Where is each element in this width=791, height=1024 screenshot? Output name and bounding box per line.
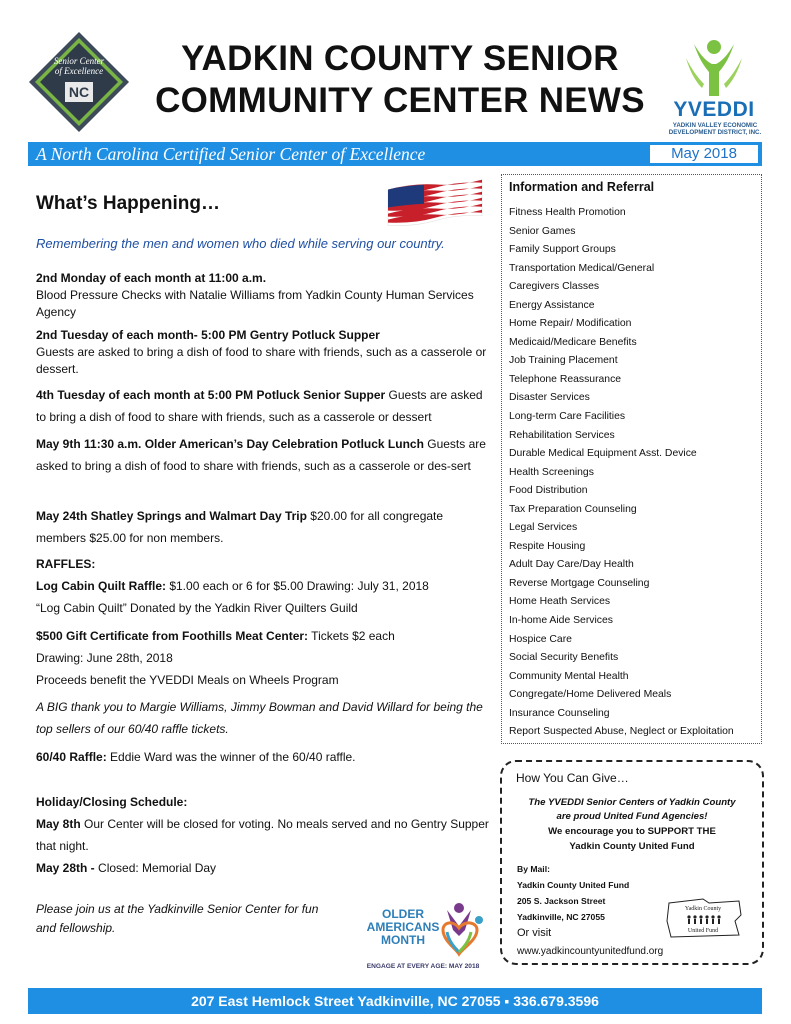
whats-happening-heading: What’s Happening… <box>36 193 221 214</box>
event-1-time: 2nd Monday of each month at 11:00 a.m. <box>36 271 267 285</box>
issue-date: May 2018 <box>671 145 737 162</box>
info-referral-item: Long-term Care Facilities <box>509 411 626 423</box>
closing-1-date: May 8th <box>36 817 81 831</box>
event-4-text: Guests are asked to bring a dish of food to share with friends, such as a casserole or des-sert <box>36 437 486 473</box>
info-referral-item: Energy Assistance <box>509 299 595 311</box>
raffles-section <box>36 553 494 619</box>
raffle-6040-winner <box>36 746 494 768</box>
info-referral-item: Job Training Placement <box>509 355 618 367</box>
senior-center-excellence-badge <box>27 30 131 134</box>
memorial-remembrance: Remembering the men and women who died while serving our country. <box>36 236 445 251</box>
holiday-heading: Holiday/Closing Schedule: <box>36 795 188 809</box>
event-4-title: May 9th 11:30 a.m. Older American’s Day Celebration Potluck Lunch <box>36 437 424 451</box>
info-referral-item: Medicaid/Medicare Benefits <box>509 336 637 348</box>
info-referral-item: Tax Preparation Counseling <box>509 503 637 515</box>
info-referral-item: In-home Aide Services <box>509 615 613 627</box>
info-referral-item: Social Security Benefits <box>509 652 619 664</box>
info-referral-item: Home Repair/ Modification <box>509 318 632 330</box>
give-line-2: are proud United Fund Agencies! <box>556 811 708 822</box>
info-referral-item: Congregate/Home Delivered Meals <box>509 689 672 701</box>
event-3-text: Guests are asked to bring a dish of food to share with friends, such as a casserole or dessert <box>36 388 483 424</box>
united-fund-logo <box>663 895 745 941</box>
badge-line2: of Excellence <box>54 66 104 76</box>
oam-tagline: ENGAGE AT EVERY AGE: MAY 2018 <box>366 963 480 970</box>
thanks-text: A BIG thank you to Margie Williams, Jimmy Bowman and David Willard for being the top sellers of our 60/40 raffle tickets. <box>36 700 483 736</box>
give-line-3: We encourage you to SUPPORT THE <box>548 826 716 837</box>
info-referral-item: Caregivers Classes <box>509 281 600 293</box>
mail-city: Yadkinville, NC 27055 <box>517 912 605 922</box>
give-line-1: The YVEDDI Senior Centers of Yadkin County <box>528 797 736 808</box>
raffle-3-title: 60/40 Raffle: <box>36 750 107 764</box>
raffle-1-title: Log Cabin Quilt Raffle: <box>36 579 166 593</box>
oam-line1: OLDER <box>382 907 424 921</box>
info-referral-item: Food Distribution <box>509 485 588 497</box>
raffle-2-text: Tickets $2 each <box>308 629 395 643</box>
oam-figures-icon <box>443 903 483 954</box>
closing-2-date: May 28th - <box>36 861 95 875</box>
info-referral-item: Durable Medical Equipment Asst. Device <box>509 448 697 460</box>
uf-logo-line1: Yadkin County <box>684 906 722 912</box>
yveddi-logo <box>664 38 764 138</box>
holiday-closing-schedule <box>36 791 494 879</box>
info-referral-item: Report Suspected Abuse, Neglect or Exploitation <box>509 726 734 738</box>
event-day-trip <box>36 505 494 549</box>
give-line-4: Yadkin County United Fund <box>569 841 695 852</box>
info-referral-item: Family Support Groups <box>509 244 616 256</box>
raffle-gift-certificate <box>36 625 494 691</box>
badge-line1: Senior Center <box>53 56 105 66</box>
tagline: A North Carolina Certified Senior Center of Excellence <box>36 144 426 164</box>
yveddi-figure-icon <box>664 38 764 98</box>
oam-line2: AMERICANS <box>366 920 440 934</box>
info-referral-item: Home Heath Services <box>509 596 611 608</box>
info-referral-item: Telephone Reassurance <box>509 373 622 385</box>
info-referral-item: Rehabilitation Services <box>509 429 615 441</box>
united-fund-url[interactable]: www.yadkincountyunitedfund.org <box>517 946 664 957</box>
information-referral-list <box>509 204 759 742</box>
event-1-text: Blood Pressure Checks with Natalie Williams from Yadkin County Human Services Agency <box>36 288 474 319</box>
title-line-1: YADKIN COUNTY SENIOR <box>181 39 619 78</box>
event-3-title: 4th Tuesday of each month at 5:00 PM Potluck Senior Supper <box>36 388 386 402</box>
info-referral-item: Senior Games <box>509 225 576 237</box>
closing-1-text: Our Center will be closed for voting. No meals served and no Gentry Supper that night. <box>36 817 489 853</box>
raffle-1-note: “Log Cabin Quilt” Donated by the Yadkin River Quilters Guild <box>36 601 358 615</box>
raffles-heading: RAFFLES: <box>36 557 96 571</box>
footer-address: 207 East Hemlock Street Yadkinville, NC 27055 ▪ 336.679.3596 <box>191 993 599 1009</box>
mail-street: 205 S. Jackson Street <box>517 896 606 906</box>
mail-label: By Mail: <box>517 864 550 874</box>
thank-you-note <box>36 696 494 740</box>
or-visit: Or visit <box>517 927 552 939</box>
badge-state: NC <box>68 84 90 100</box>
info-referral-item: Hospice Care <box>509 633 572 645</box>
raffle-2-title: $500 Gift Certificate from Foothills Meat Center: <box>36 629 309 643</box>
info-referral-item: Transportation Medical/General <box>509 262 655 274</box>
event-5-title: May 24th Shatley Springs and Walmart Day Trip <box>36 509 307 523</box>
info-referral-item: Insurance Counseling <box>509 707 610 719</box>
raffle-1-text: $1.00 each or 6 for $5.00 Drawing: July 31, 2018 <box>166 579 429 593</box>
american-flag-image <box>384 178 484 226</box>
info-referral-item: Adult Day Care/Day Health <box>509 559 634 571</box>
info-referral-item: Legal Services <box>509 522 578 534</box>
newsletter-title <box>140 38 660 122</box>
yveddi-name: YVEDDI <box>673 98 755 121</box>
give-title: How You Can Give… <box>516 771 629 785</box>
event-gentry-potluck <box>36 327 494 378</box>
event-2-text: Guests are asked to bring a dish of food to share with friends, such as a casserole or dessert. <box>36 345 487 376</box>
event-blood-pressure <box>36 270 494 321</box>
info-referral-item: Respite Housing <box>509 540 586 552</box>
raffle-2-drawing: Drawing: June 28th, 2018 <box>36 651 173 665</box>
info-referral-item: Community Mental Health <box>509 670 629 682</box>
event-5-text: $20.00 for all congregate members $25.00 for non members. <box>36 509 444 545</box>
issue-date-box <box>650 145 758 163</box>
info-referral-item: Health Screenings <box>509 466 594 478</box>
join-text: Please join us at the Yadkinville Senior Center for fun and fellowship. <box>36 902 319 935</box>
oam-line3: MONTH <box>381 933 425 947</box>
uf-logo-line2: United Fund <box>687 928 719 934</box>
information-referral-title: Information and Referral <box>509 180 655 194</box>
info-referral-item: Disaster Services <box>509 392 590 404</box>
yveddi-subtitle: YADKIN VALLEY ECONOMIC DEVELOPMENT DISTRICT, INC. <box>668 122 762 136</box>
event-older-americans-day <box>36 433 494 477</box>
older-americans-month-logo <box>343 896 503 974</box>
raffle-3-text: Eddie Ward was the winner of the 60/40 raffle. <box>106 750 356 764</box>
join-invitation <box>36 900 326 938</box>
info-referral-item: Fitness Health Promotion <box>509 207 626 218</box>
closing-2-text: Closed: Memorial Day <box>94 861 217 875</box>
title-line-2: COMMUNITY CENTER NEWS <box>155 81 645 120</box>
event-2-title: 2nd Tuesday of each month- 5:00 PM Gentry Potluck Supper <box>36 328 380 342</box>
info-referral-item: Reverse Mortgage Counseling <box>509 577 650 589</box>
raffle-2-benefit: Proceeds benefit the YVEDDI Meals on Wheels Program <box>36 673 339 687</box>
mail-name: Yadkin County United Fund <box>517 880 630 890</box>
event-senior-supper <box>36 384 494 428</box>
